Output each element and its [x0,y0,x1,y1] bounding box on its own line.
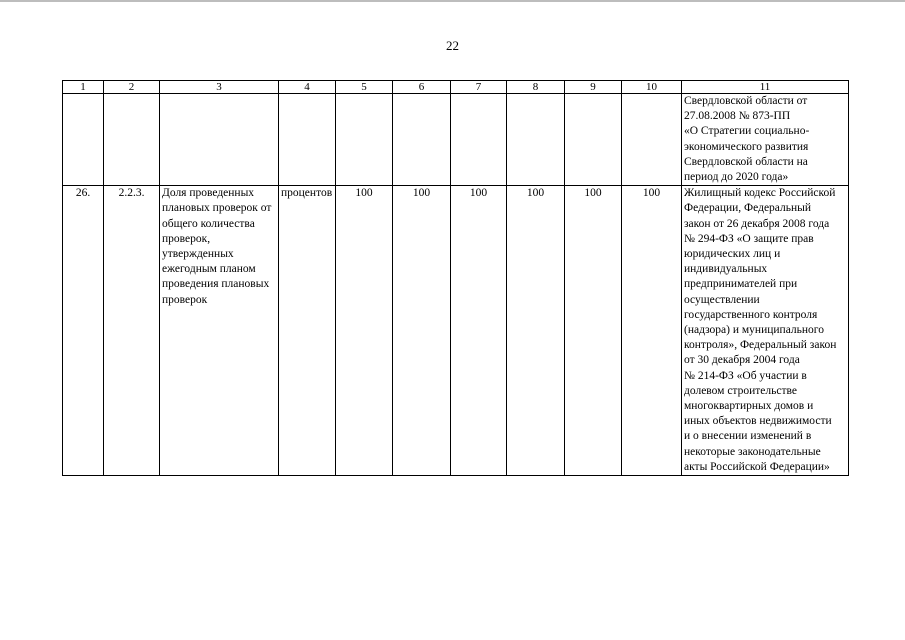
text-line: «О Стратегии социально- [684,125,810,138]
text-line: предпринимателей при [684,278,798,291]
text-line: № 294-ФЗ «О защите прав [684,232,814,245]
text-line: утвержденных [162,248,234,261]
text-line: Доля проведенных [162,187,255,200]
table-cell [451,94,507,186]
value-cell: 100 [565,186,622,476]
value-cell: 100 [622,186,682,476]
text-line: некоторые законодательные [684,445,821,458]
row-number-cell: 26. [63,186,104,476]
scan-edge [0,0,905,2]
unit-cell: процентов [279,186,336,476]
text-line: долевом строительстве [684,384,797,397]
header-cell: 9 [565,81,622,94]
table-cell [279,94,336,186]
text-line: период до 2020 года» [684,171,789,184]
text-line: плановых проверок от [162,202,272,215]
header-cell: 4 [279,81,336,94]
table-cell [104,94,160,186]
header-cell: 5 [336,81,393,94]
text-line: контроля», Федеральный закон [684,339,837,352]
text-line: Свердловской области на [684,155,808,168]
value-cell: 100 [393,186,451,476]
value-cell: 100 [451,186,507,476]
table-cell [565,94,622,186]
text-line: ежегодным планом [162,263,256,276]
table-row-26 [63,186,849,476]
table-row-continuation [63,94,849,186]
table-cell [63,94,104,186]
header-cell: 6 [393,81,451,94]
legal-basis-continuation-cell [682,94,849,186]
text-line: 27.08.2008 № 873-ПП [684,110,791,123]
indicators-table [62,80,849,476]
text-line: проверок [162,293,208,306]
text-line: Федерации, Федеральный [684,202,812,215]
text-line: и о внесении изменений в [684,430,812,443]
indicator-name-cell [160,186,279,476]
text-line: закон от 26 декабря 2008 года [684,217,830,230]
text-line: от 30 декабря 2004 года [684,354,800,367]
table-header-row [63,81,849,94]
value-cell: 100 [507,186,565,476]
text-line: государственного контроля [684,308,818,321]
table-cell [507,94,565,186]
text-line: многоквартирных домов и [684,400,814,413]
table-cell [160,94,279,186]
header-cell: 7 [451,81,507,94]
text-line: проведения плановых [162,278,270,291]
text-line: Свердловской области от [684,95,808,107]
text-line: № 214-ФЗ «Об участии в [684,369,807,382]
table-cell [393,94,451,186]
table-cell [336,94,393,186]
row-code-cell: 2.2.3. [104,186,160,476]
header-cell: 10 [622,81,682,94]
header-cell: 11 [682,81,849,94]
text-line: юридических лиц и [684,248,781,261]
text-line: проверок, [162,232,211,245]
legal-basis-cell [682,186,849,476]
text-line: Жилищный кодекс Российской [684,187,836,200]
value-cell: 100 [336,186,393,476]
header-cell: 2 [104,81,160,94]
header-cell: 1 [63,81,104,94]
header-cell: 3 [160,81,279,94]
text-line: акты Российской Федерации» [684,460,830,473]
text-line: (надзора) и муниципального [684,324,824,337]
header-cell: 8 [507,81,565,94]
table-cell [622,94,682,186]
text-line: иных объектов недвижимости [684,415,832,428]
text-line: экономического развития [684,140,809,153]
page-number: 22 [446,38,459,53]
text-line: индивидуальных [684,263,768,276]
text-line: осуществлении [684,293,760,306]
text-line: общего количества [162,217,255,230]
